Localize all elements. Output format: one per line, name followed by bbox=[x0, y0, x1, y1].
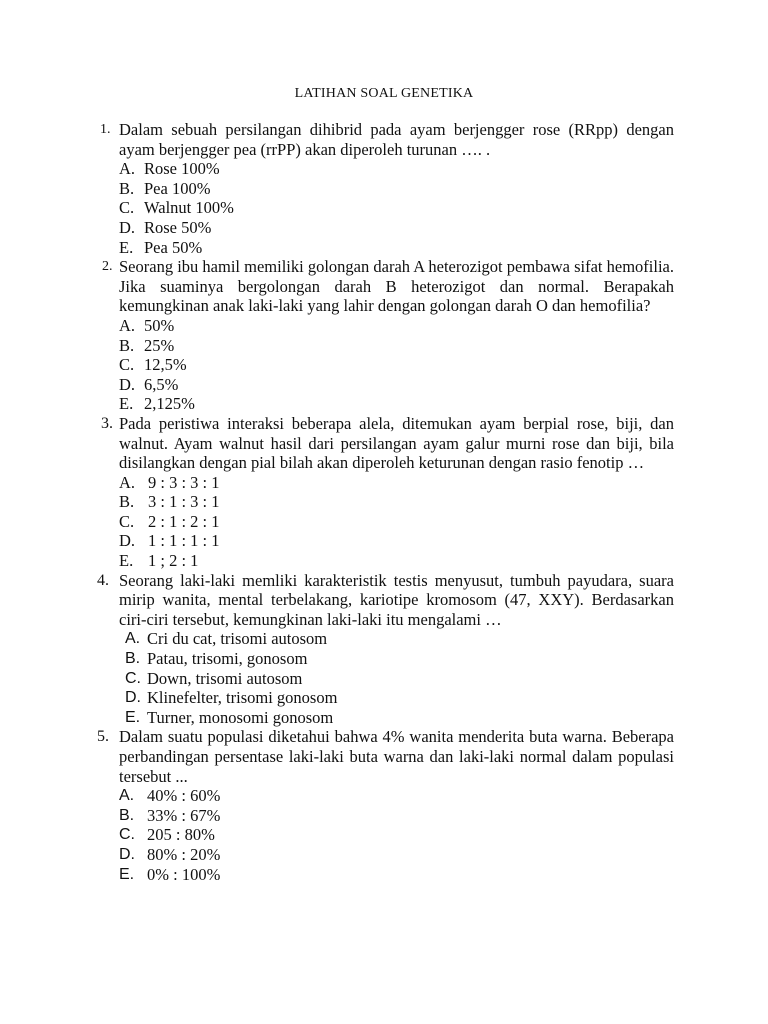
option-text: 40% : 60% bbox=[147, 786, 221, 806]
question-1 bbox=[0, 120, 768, 257]
question-text: Dalam sebuah persilangan dihibrid pada ayam berjengger rose (RRpp) dengan ayam berjengger pea (rrPP) akan diperoleh turunan …. . bbox=[119, 120, 674, 159]
option-b bbox=[0, 492, 768, 512]
option-e bbox=[0, 551, 768, 571]
option-a bbox=[0, 786, 768, 806]
question-5 bbox=[0, 727, 768, 884]
question-text: Seorang laki-laki memliki karakteristik testis menyusut, tumbuh payudara, suara mirip wanita, mental terbelakang, kariotipe kromosom (47, XXY). Berdasarkan ciri-ciri tersebut, kemungkinan laki-laki itu mengalami … bbox=[119, 570, 674, 629]
option-letter: D. bbox=[119, 374, 136, 394]
option-c bbox=[0, 512, 768, 532]
option-letter: A. bbox=[119, 315, 136, 335]
option-letter: C. bbox=[119, 826, 135, 844]
option-letter: A. bbox=[119, 472, 136, 492]
option-c bbox=[0, 825, 768, 845]
question-list bbox=[0, 120, 768, 884]
option-letter: B. bbox=[125, 650, 141, 668]
question-4 bbox=[0, 571, 768, 728]
option-d bbox=[0, 531, 768, 551]
option-b bbox=[0, 649, 768, 669]
question-text: Pada peristiwa interaksi beberapa alela, ditemukan ayam berpial rose, biji, dan walnut. Ayam walnut hasil dari persilangan ayam galur murni rose dan biji, bila disilangkan dengan pial bilah akan diperoleh keturunan dengan rasio fenotip … bbox=[119, 413, 674, 473]
option-letter: C. bbox=[119, 198, 135, 218]
option-letter: A. bbox=[119, 159, 136, 179]
option-text: Turner, monosomi gonosom bbox=[147, 707, 334, 727]
option-list bbox=[0, 786, 768, 884]
option-e bbox=[0, 865, 768, 885]
document-title: LATIHAN SOAL GENETIKA bbox=[294, 86, 474, 101]
option-letter: D. bbox=[125, 689, 141, 707]
option-letter: E. bbox=[119, 865, 135, 883]
option-letter: E. bbox=[125, 708, 141, 726]
option-d bbox=[0, 845, 768, 865]
option-text: 3 : 1 : 3 : 1 bbox=[148, 492, 220, 512]
question-number: 3. bbox=[101, 414, 113, 432]
option-list bbox=[0, 316, 768, 414]
option-b bbox=[0, 806, 768, 826]
option-text: 2,125% bbox=[144, 394, 195, 414]
option-a bbox=[0, 629, 768, 649]
option-a bbox=[0, 316, 768, 336]
option-text: Pea 50% bbox=[144, 237, 203, 257]
option-text: 25% bbox=[144, 335, 175, 355]
question-text: Dalam suatu populasi diketahui bahwa 4% wanita menderita buta warna. Beberapa perbandingan persentase laki-laki buta warna dan laki-laki normal dalam populasi tersebut ... bbox=[119, 727, 674, 786]
option-letter: B. bbox=[119, 806, 135, 824]
option-list bbox=[0, 473, 768, 571]
option-c bbox=[0, 669, 768, 689]
option-list bbox=[0, 159, 768, 257]
option-text: 6,5% bbox=[144, 374, 179, 394]
option-text: Cri du cat, trisomi autosom bbox=[147, 629, 328, 649]
option-text: 1 ; 2 : 1 bbox=[148, 551, 199, 571]
option-text: 0% : 100% bbox=[147, 864, 221, 884]
option-d bbox=[0, 218, 768, 238]
option-text: Down, trisomi autosom bbox=[147, 668, 303, 688]
option-text: Rose 50% bbox=[144, 217, 212, 237]
option-letter: C. bbox=[125, 669, 141, 687]
option-c bbox=[0, 355, 768, 375]
option-text: 1 : 1 : 1 : 1 bbox=[148, 531, 220, 551]
option-e bbox=[0, 238, 768, 258]
option-letter: C. bbox=[119, 355, 135, 375]
option-d bbox=[0, 688, 768, 708]
option-letter: B. bbox=[119, 492, 135, 512]
option-text: 80% : 20% bbox=[147, 844, 221, 864]
question-number: 1. bbox=[100, 122, 111, 137]
option-text: 9 : 3 : 3 : 1 bbox=[148, 472, 220, 492]
option-e bbox=[0, 394, 768, 414]
option-text: 205 : 80% bbox=[147, 825, 215, 845]
question-number: 4. bbox=[97, 571, 109, 589]
question-number: 2. bbox=[102, 259, 113, 275]
option-list bbox=[0, 629, 768, 727]
option-a bbox=[0, 159, 768, 179]
option-text: Pea 100% bbox=[144, 178, 211, 198]
option-letter: A. bbox=[125, 630, 141, 648]
question-3 bbox=[0, 414, 768, 571]
option-letter: E. bbox=[119, 551, 134, 571]
option-text: Klinefelter, trisomi gonosom bbox=[147, 688, 338, 708]
option-b bbox=[0, 179, 768, 199]
question-2 bbox=[0, 257, 768, 414]
option-c bbox=[0, 198, 768, 218]
option-b bbox=[0, 336, 768, 356]
option-letter: C. bbox=[119, 511, 135, 531]
option-letter: B. bbox=[119, 335, 135, 355]
option-text: Rose 100% bbox=[144, 159, 220, 179]
option-text: 2 : 1 : 2 : 1 bbox=[148, 511, 220, 531]
option-letter: B. bbox=[119, 178, 135, 198]
option-e bbox=[0, 708, 768, 728]
option-text: 33% : 67% bbox=[147, 805, 221, 825]
option-a bbox=[0, 473, 768, 493]
option-text: 50% bbox=[144, 315, 175, 335]
question-number: 5. bbox=[97, 728, 109, 746]
option-d bbox=[0, 375, 768, 395]
option-text: Walnut 100% bbox=[144, 198, 234, 218]
question-text: Seorang ibu hamil memiliki golongan darah A heterozigot pembawa sifat hemofilia. Jika suaminya bergolongan darah B heterozigot dan normal. Berapakah kemungkinan anak laki-laki yang lahir dengan golongan darah O dan hemofilia? bbox=[119, 257, 674, 316]
option-letter: E. bbox=[119, 394, 134, 414]
option-letter: D. bbox=[119, 845, 135, 863]
option-letter: D. bbox=[119, 531, 136, 551]
option-text: Patau, trisomi, gonosom bbox=[147, 649, 308, 669]
option-text: 12,5% bbox=[144, 355, 187, 375]
option-letter: A. bbox=[119, 787, 135, 805]
option-letter: E. bbox=[119, 237, 134, 257]
option-letter: D. bbox=[119, 217, 136, 237]
